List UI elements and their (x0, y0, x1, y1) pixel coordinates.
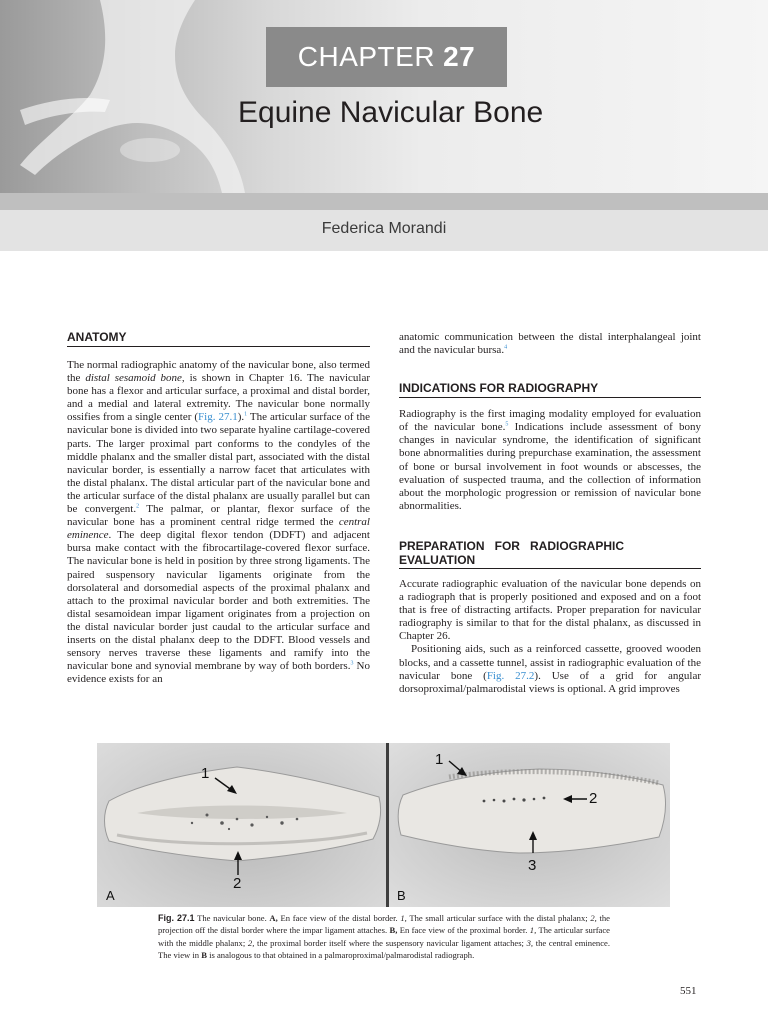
caption-figure-number: Fig. 27.1 (158, 913, 195, 923)
figure-panel-b (389, 743, 670, 907)
header-band-dark (0, 193, 768, 210)
label-b-3: 3 (528, 857, 537, 874)
anatomy-continuation: anatomic communication between the distal interphalangeal joint and the navicular bursa.$^4$ (399, 331, 701, 357)
left-column (67, 330, 370, 686)
chapter-word: CHAPTER (297, 41, 436, 72)
author-name: Federica Morandi (321, 220, 447, 237)
preparation-paragraph-1: Accurate radiographic evaluation of the navicular bone depends on a radiograph that is properly positioned and exposed and on a foot that is free of distracting artifacts. Proper preparation for navicular radiography is similar to that for the distal phalanx, as discussed in Chapter 26. (399, 577, 701, 643)
reference-link[interactable]: 4 (504, 344, 508, 351)
label-a-2: 2 (233, 875, 242, 892)
reference-link[interactable]: 5 (505, 421, 509, 428)
right-column (399, 331, 701, 696)
label-b-2: 2 (589, 790, 598, 807)
indications-paragraph: Radiography is the first imaging modality employed for evaluation of the navicular bone.$^5$ Indications include assessment of bony changes in navicular syndrome, the identification of significant bone abnormalities during prepurchase examination, the assessment of bone or bursal involvement in foot wounds or abscesses, the evaluation of suspected trauma, and the collection of information about the morphologic progression or remission of navicular bone abnormalities. (399, 408, 701, 512)
reference-link[interactable]: 2 (136, 503, 140, 510)
label-a-1: 1 (201, 765, 210, 782)
heading-rule (399, 568, 701, 569)
reference-link[interactable]: 1 (244, 411, 248, 418)
chapter-label (266, 27, 507, 87)
preparation-heading: PREPARATION FOR RADIOGRAPHIC EVALUATION (399, 538, 624, 567)
chapter-title: Equine Navicular Bone (238, 96, 544, 129)
indications-heading: INDICATIONS FOR RADIOGRAPHY (399, 381, 701, 398)
chapter-number: 27 (443, 41, 476, 72)
navicular-bone-proximal-view (389, 743, 670, 907)
panel-b-letter: B (397, 888, 406, 903)
reference-link[interactable]: 3 (350, 660, 354, 667)
fig-27-1-link[interactable]: Fig. 27.1 (198, 411, 238, 424)
panel-a-letter: A (106, 888, 115, 903)
anatomy-paragraph: The normal radiographic anatomy of the navicular bone, also termed the distal sesamoid bone, is shown in Chapter 16. The navicular bone has a flexor and articular surface, a proximal and distal border, and a medial and lateral extremity. The navicular bone normally ossifies from a single center (Fig. 27.1).$^1$ The articular surface of the navicular bone is divided into two separate hyaline cartilage-covered parts. The larger proximal part conforms to the condyles of the middle phalanx and the smaller distal part, associated with the distal navicular border, is essentially a narrow facet that articulates with the distal phalanx. The distal articular part of the navicular bone and the articular surface of the distal phalanx are usually parallel but can be convergent.$^2$ The palmar, or plantar, flexor surface of the navicular bone has a prominent central ridge termed the central eminence. The deep digital flexor tendon (DDFT) and adjacent bursa make contact with the fibrocartilage-covered flexor surface. The navicular bone is held in position by three strong ligaments. The paired suspensory navicular ligaments originate from the dorsolateral and dorsomedial aspects of the proximal phalanx and attach to the proximal navicular border and both extremities. The distal sesamoidean impar ligament originates from a projection on the distal navicular border just caudal to the articular surface and inserts on the distal phalanx deep to the DDFT. Blood vessels and sensory nerves traverse these ligaments and ramify into the navicular bone and synovial membrane by way of both borders.$^3$ No evidence exists for an (67, 359, 371, 686)
fig-27-2-link[interactable]: Fig. 27.2 (486, 669, 535, 682)
figure-caption: Fig. 27.1 The navicular bone. A, En face view of the distal border. 1, The small articular surface with the distal phalanx; 2, the projection off the distal border where the impar ligament attaches. B, En face view of the proximal border. 1, The articular surface with the middle phalanx; 2, the proximal border itself where the suspensory navicular ligament attaches; 3, the central eminence. The view in B is analogous to that obtained in a palmaroproximal/palmarodistal radiograph. (158, 913, 610, 961)
anatomy-heading: ANATOMY (67, 330, 370, 347)
figure-27-1 (97, 743, 670, 907)
label-b-1: 1 (435, 751, 444, 768)
navicular-bone-distal-view (97, 743, 386, 907)
figure-panel-a (97, 743, 386, 907)
preparation-paragraph-2: Positioning aids, such as a reinforced cassette, grooved wooden blocks, and a cassette tunnel, assist in radiographic evaluation of the navicular bone (Fig. 27.2). Use of a grid for angular dorsoproximal/palmarodistal views is optional. A grid improves (399, 643, 701, 695)
page-number: 551 (680, 985, 697, 997)
